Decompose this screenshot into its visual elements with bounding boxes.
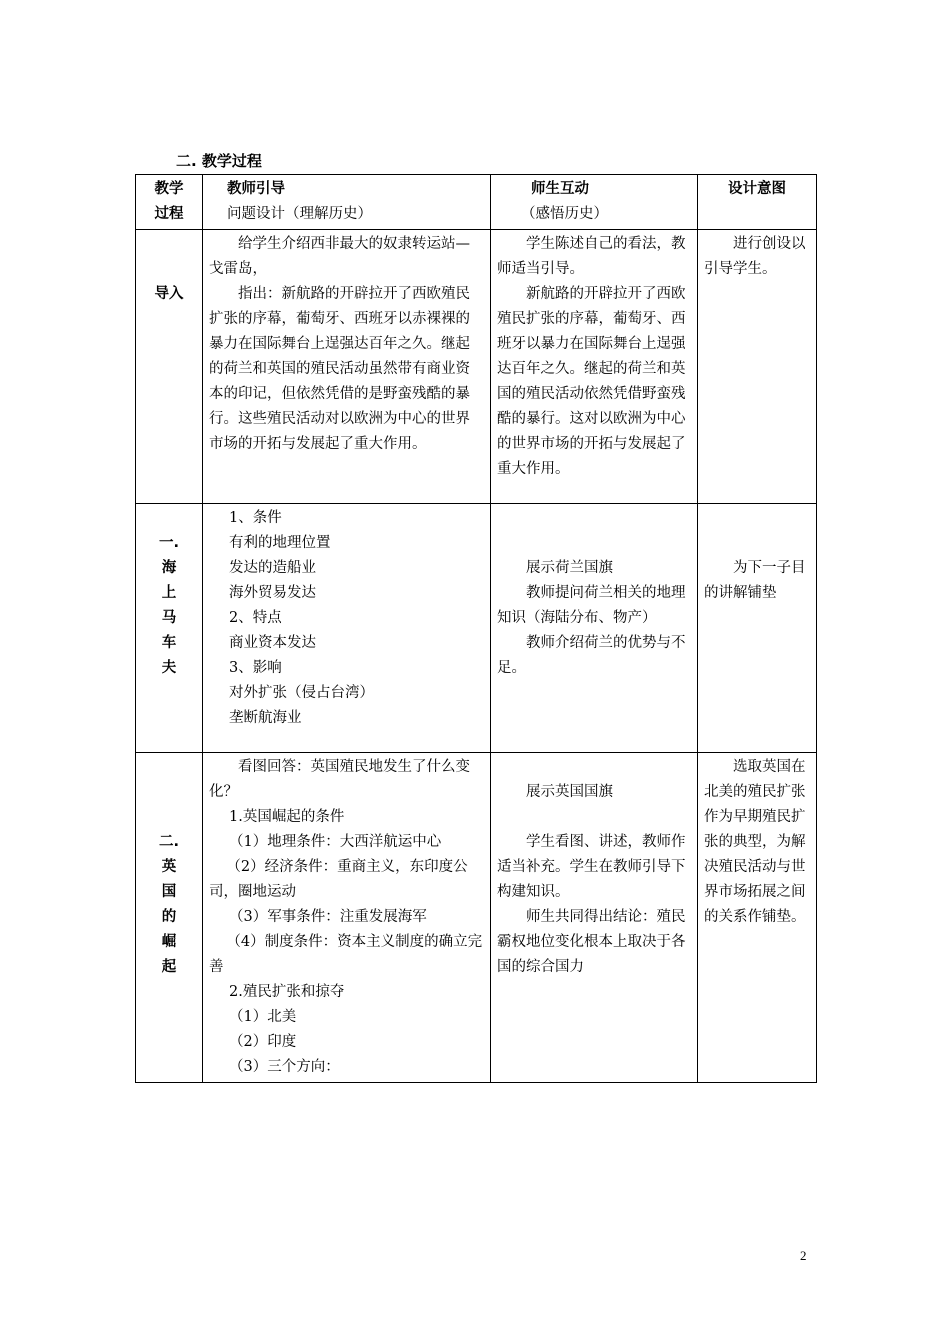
teacher-line: 垄断航海业 xyxy=(229,710,302,726)
teacher-line: 商业资本发达 xyxy=(229,635,316,651)
stage-char: 车 xyxy=(161,635,177,651)
stage-dutch xyxy=(136,504,203,753)
teacher-line: 3、影响 xyxy=(229,660,282,676)
teacher-line: 1、条件 xyxy=(229,510,282,526)
interaction-text: 展示英国国旗 xyxy=(526,784,613,800)
stage-britain xyxy=(136,753,203,1083)
stage-label: 导入 xyxy=(154,286,184,302)
stage-char: 崛 xyxy=(161,934,177,950)
header-interaction-title: 师生互动 xyxy=(531,181,589,197)
teacher-text: 给学生介绍西非最大的奴隶转运站—戈雷岛， xyxy=(209,236,470,277)
header-interaction xyxy=(491,175,698,230)
teacher-text: 看图回答：英国殖民地发生了什么变化？ xyxy=(209,759,470,800)
teacher-line: 有利的地理位置 xyxy=(229,535,331,551)
header-stage-line1: 教学 xyxy=(154,181,184,197)
teacher-line: （4）制度条件：资本主义制度的确立完善 xyxy=(209,934,483,975)
table-row xyxy=(136,753,817,1083)
teacher-line: 发达的造船业 xyxy=(229,560,316,576)
page-number: 2 xyxy=(800,1248,807,1263)
interaction-text: 学生看图、讲述，教师作适当补充。学生在教师引导下构建知识。 xyxy=(497,834,686,900)
stage-char: 二. xyxy=(158,834,179,850)
table-row xyxy=(136,504,817,753)
intent-text: 选取英国在北美的殖民扩张作为早期殖民扩张的典型，为解决殖民活动与世界市场拓展之间的关系作铺垫。 xyxy=(704,759,806,925)
header-intent-title: 设计意图 xyxy=(728,181,786,197)
interaction-text: 学生陈述自己的看法，教师适当引导。 xyxy=(497,236,686,277)
stage-char: 国 xyxy=(161,884,177,900)
interaction-cell xyxy=(491,753,698,1083)
section-title: 二. 教学过程 xyxy=(176,152,262,170)
stage-char: 一. xyxy=(158,535,179,551)
intent-cell xyxy=(698,504,817,753)
stage-char: 夫 xyxy=(161,660,177,676)
stage-char: 海 xyxy=(161,560,177,576)
stage-char: 的 xyxy=(161,909,177,925)
teacher-cell xyxy=(203,504,491,753)
teacher-line: 对外扩张（侵占台湾） xyxy=(229,685,374,701)
header-teacher-title: 教师引导 xyxy=(227,181,285,197)
header-interaction-sub: （感悟历史） xyxy=(521,206,608,222)
teacher-line: 2.殖民扩张和掠夺 xyxy=(229,984,345,1000)
teacher-line: （1）北美 xyxy=(229,1009,297,1025)
header-teacher xyxy=(203,175,491,230)
teacher-text: 指出：新航路的开辟拉开了西欧殖民扩张的序幕，葡萄牙、西班牙以赤裸裸的暴力在国际舞台上逞强达百年之久。继起的荷兰和英国的殖民活动虽然带有商业资本的印记，但依然凭借的是野蛮残酷的暴行。这些殖民活动对以欧洲为中心的世界市场的开拓与发展起了重大作用。 xyxy=(209,286,470,452)
teacher-line: （2）经济条件：重商主义，东印度公司，圈地运动 xyxy=(209,859,468,900)
interaction-text: 教师提问荷兰相关的地理知识（海陆分布、物产） xyxy=(497,585,686,626)
stage-char: 上 xyxy=(161,585,177,601)
intent-cell xyxy=(698,753,817,1083)
header-stage-line2: 过程 xyxy=(154,206,184,222)
teacher-line: （3）三个方向： xyxy=(229,1059,340,1075)
header-teacher-sub: 问题设计（理解历史） xyxy=(227,206,372,222)
table-header-row xyxy=(136,175,817,230)
stage-char: 英 xyxy=(161,859,177,875)
teacher-line: 2、特点 xyxy=(229,610,282,626)
interaction-cell xyxy=(491,504,698,753)
header-intent xyxy=(698,175,817,230)
interaction-text: 新航路的开辟拉开了西欧殖民扩张的序幕，葡萄牙、西班牙以暴力在国际舞台上逞强达百年之久。继起的荷兰和英国的殖民活动依然凭借野蛮残酷的暴行。这对以欧洲为中心的世界市场的开拓与发展起了重大作用。 xyxy=(497,286,686,477)
teacher-line: （3）军事条件：注重发展海军 xyxy=(229,909,427,925)
intent-cell xyxy=(698,230,817,504)
stage-char: 马 xyxy=(161,610,177,626)
stage-char: 起 xyxy=(161,959,177,975)
stage-intro xyxy=(136,230,203,504)
interaction-cell xyxy=(491,230,698,504)
intent-text: 为下一子目的讲解铺垫 xyxy=(704,560,806,601)
interaction-text: 师生共同得出结论：殖民霸权地位变化根本上取决于各国的综合国力 xyxy=(497,909,686,975)
interaction-text: 教师介绍荷兰的优势与不足。 xyxy=(497,635,686,676)
interaction-text: 展示荷兰国旗 xyxy=(526,560,613,576)
teacher-cell xyxy=(203,230,491,504)
table-row xyxy=(136,230,817,504)
intent-text: 进行创设以引导学生。 xyxy=(704,236,806,277)
teacher-line: （2）印度 xyxy=(229,1034,297,1050)
teaching-process-table xyxy=(135,174,817,1083)
teacher-line: （1）地理条件：大西洋航运中心 xyxy=(229,834,442,850)
header-stage xyxy=(136,175,203,230)
teacher-line: 1.英国崛起的条件 xyxy=(229,809,345,825)
teacher-cell xyxy=(203,753,491,1083)
teacher-line: 海外贸易发达 xyxy=(229,585,316,601)
